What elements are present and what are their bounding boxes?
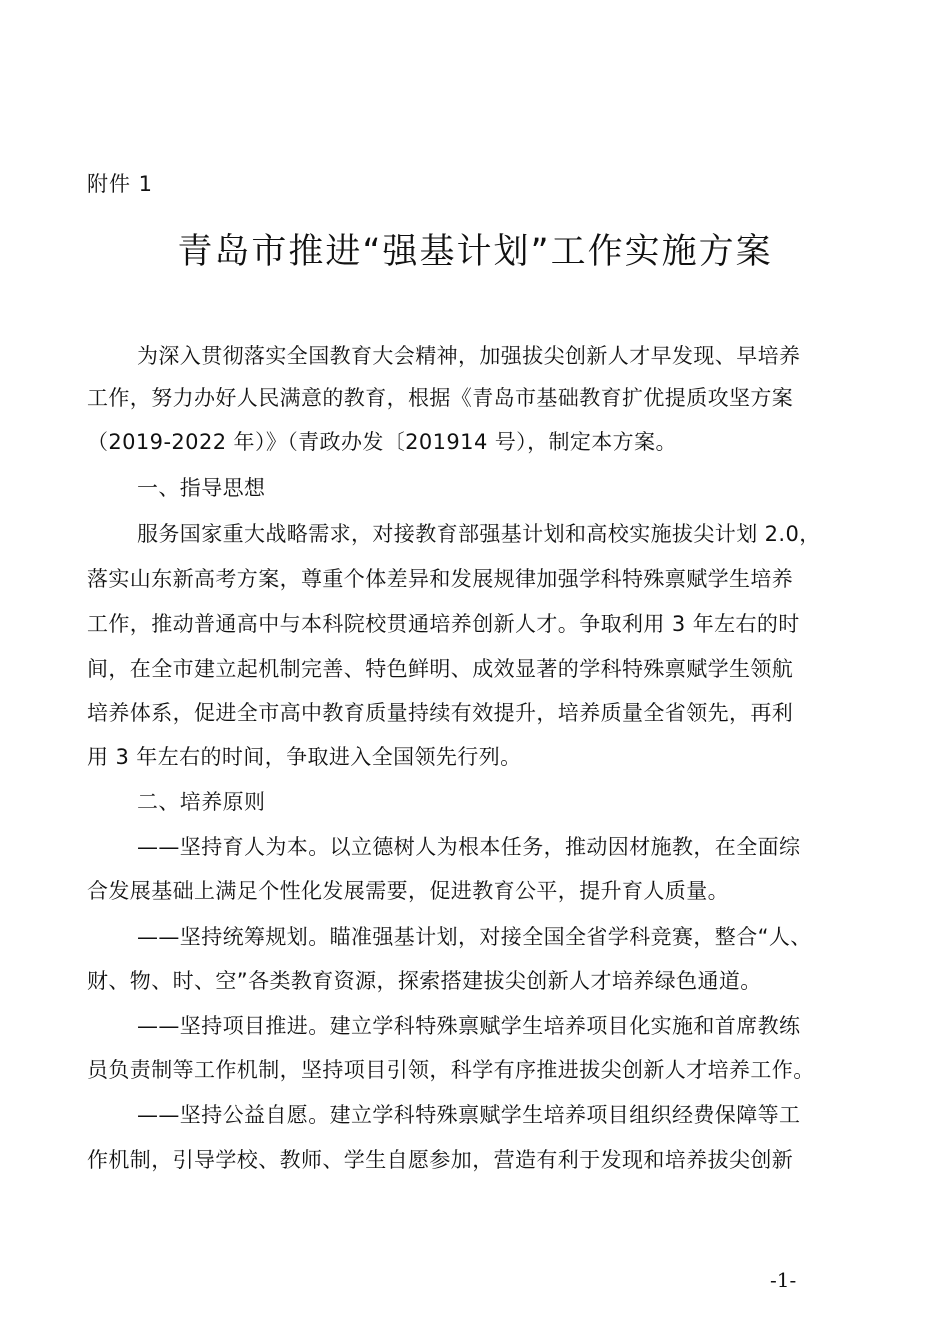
principle-3-line-2: 员负责制等工作机制，坚持项目引领，科学有序推进拔尖创新人才培养工作。 bbox=[87, 1058, 815, 1082]
principle-1-line-1: ——坚持育人为本。以立德树人为根本任务，推动因材施教，在全面综 bbox=[137, 835, 801, 859]
principle-4-line-2: 作机制，引导学校、教师、学生自愿参加，营造有利于发现和培养拔尖创新 bbox=[87, 1148, 794, 1172]
intro-line-1: 为深入贯彻落实全国教育大会精神，加强拔尖创新人才早发现、早培养 bbox=[137, 344, 801, 368]
section-2-heading: 二、培养原则 bbox=[137, 790, 266, 814]
intro-line-2: 工作，努力办好人民满意的教育，根据《青岛市基础教育扩优提质攻坚方案 bbox=[87, 386, 794, 410]
principle-1-line-2: 合发展基础上满足个性化发展需要，促进教育公平，提升育人质量。 bbox=[87, 879, 729, 903]
document-title: 青岛市推进“强基计划”工作实施方案 bbox=[177, 232, 773, 272]
section-1-line-5: 培养体系，促进全市高中教育质量持续有效提升，培养质量全省领先，再利 bbox=[87, 701, 794, 725]
principle-2-line-2: 财、物、时、空”各类教育资源，探索搭建拔尖创新人才培养绿色通道。 bbox=[87, 969, 762, 993]
attachment-label: 附件 1 bbox=[87, 172, 154, 196]
intro-line-3: （2019-2022 年）》（青政办发〔201914 号），制定本方案。 bbox=[87, 430, 677, 454]
principle-4-line-1: ——坚持公益自愿。建立学科特殊禀赋学生培养项目组织经费保障等工 bbox=[137, 1103, 801, 1127]
section-1-heading: 一、指导思想 bbox=[137, 476, 266, 500]
page-number: -1- bbox=[770, 1268, 797, 1292]
section-1-line-1: 服务国家重大战略需求，对接教育部强基计划和高校实施拔尖计划 2.0， bbox=[137, 522, 821, 546]
section-1-line-4: 间，在全市建立起机制完善、特色鲜明、成效显著的学科特殊禀赋学生领航 bbox=[87, 657, 794, 681]
section-1-line-2: 落实山东新高考方案，尊重个体差异和发展规律加强学科特殊禀赋学生培养 bbox=[87, 567, 794, 591]
section-1-line-3: 工作，推动普通高中与本科院校贯通培养创新人才。争取利用 3 年左右的时 bbox=[87, 612, 800, 636]
principle-2-line-1: ——坚持统筹规划。瞄准强基计划，对接全国全省学科竞赛，整合“人、 bbox=[137, 925, 812, 949]
section-1-line-6: 用 3 年左右的时间，争取进入全国领先行列。 bbox=[87, 745, 522, 769]
principle-3-line-1: ——坚持项目推进。建立学科特殊禀赋学生培养项目化实施和首席教练 bbox=[137, 1014, 801, 1038]
